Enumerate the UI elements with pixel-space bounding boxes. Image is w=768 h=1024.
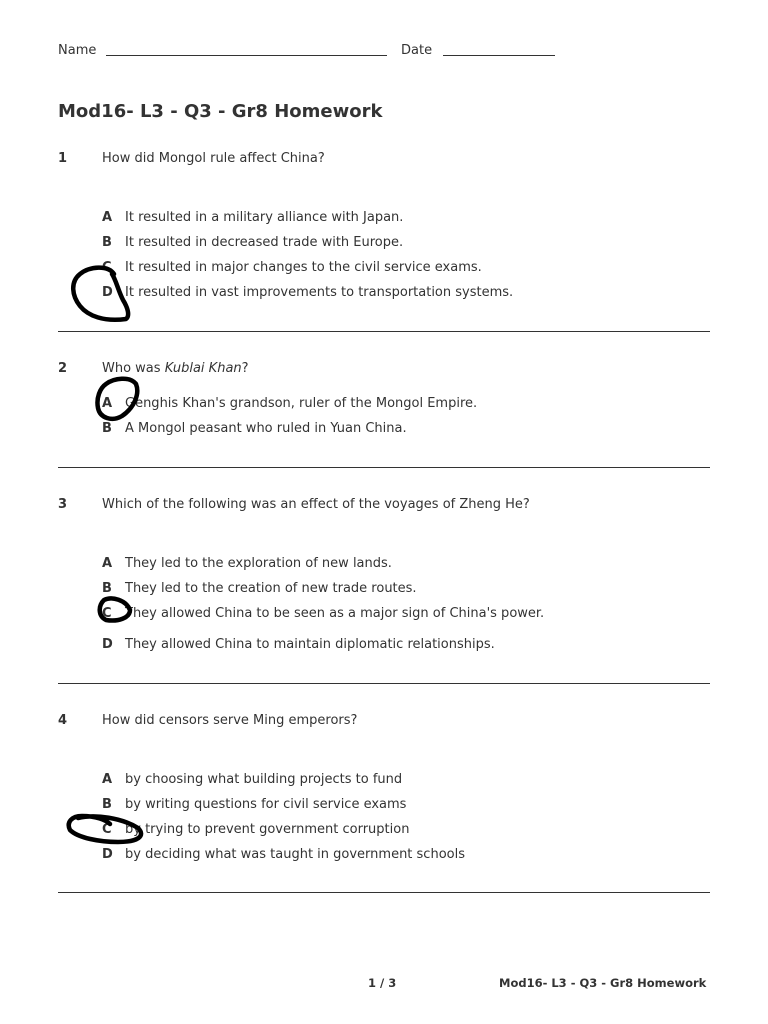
option-letter: C [102,822,112,837]
footer-title: Mod16- L3 - Q3 - Gr8 Homework [499,976,707,990]
option-letter: D [102,637,113,652]
option-letter: B [102,421,112,436]
option-letter: C [102,260,112,275]
question-number: 4 [58,713,68,728]
question-text-italic: Kublai Khan [164,361,242,376]
option-text[interactable]: by writing questions for civil service exams [125,797,407,812]
date-label: Date [401,43,433,58]
question-divider [58,683,710,684]
option-text[interactable]: It resulted in a military alliance with Japan. [125,210,404,225]
option-letter: A [102,556,113,571]
name-line[interactable] [106,55,387,56]
date-line[interactable] [443,55,555,56]
option-letter: D [102,285,113,300]
option-text[interactable]: It resulted in major changes to the civil service exams. [125,260,482,275]
option-text[interactable]: by trying to prevent government corruption [125,822,410,837]
question-divider [58,331,710,332]
option-letter: D [102,847,113,862]
option-letter: A [102,772,113,787]
option-letter: C [102,606,112,621]
question-text: How did Mongol rule affect China? [102,151,325,166]
answer-mark-q1 [68,264,136,326]
option-letter: A [102,210,113,225]
option-letter: B [102,235,112,250]
question-divider [58,892,710,893]
name-label: Name [58,43,97,58]
option-letter: A [102,396,113,411]
answer-mark-q4 [62,808,148,850]
question-text-after: ? [241,361,249,376]
option-letter: B [102,581,112,596]
question-number: 1 [58,151,68,166]
answer-mark-q3 [94,592,136,626]
question-number: 2 [58,361,68,376]
question-text: How did censors serve Ming emperors? [102,713,358,728]
option-text[interactable]: It resulted in decreased trade with Europe. [125,235,404,250]
question-text: Which of the following was an effect of the voyages of Zheng He? [102,497,530,512]
option-text[interactable]: by deciding what was taught in government schools [125,847,465,862]
option-text[interactable]: It resulted in vast improvements to transportation systems. [125,285,514,300]
page-title: Mod16- L3 - Q3 - Gr8 Homework [58,101,383,122]
option-text[interactable]: They led to the exploration of new lands. [125,556,392,571]
page-number: 1 / 3 [368,976,397,990]
option-text[interactable]: by choosing what building projects to fund [125,772,403,787]
question-number: 3 [58,497,68,512]
option-text[interactable]: Genghis Khan's grandson, ruler of the Mongol Empire. [125,396,478,411]
question-divider [58,467,710,468]
option-text[interactable]: They led to the creation of new trade routes. [125,581,417,596]
option-text[interactable]: They allowed China to be seen as a major sign of China's power. [125,606,545,621]
question-text-before: Who was [102,361,165,376]
answer-mark-q2 [92,374,144,424]
option-text[interactable]: A Mongol peasant who ruled in Yuan China. [125,421,407,436]
option-text[interactable]: They allowed China to maintain diplomatic relationships. [125,637,495,652]
option-letter: B [102,797,112,812]
